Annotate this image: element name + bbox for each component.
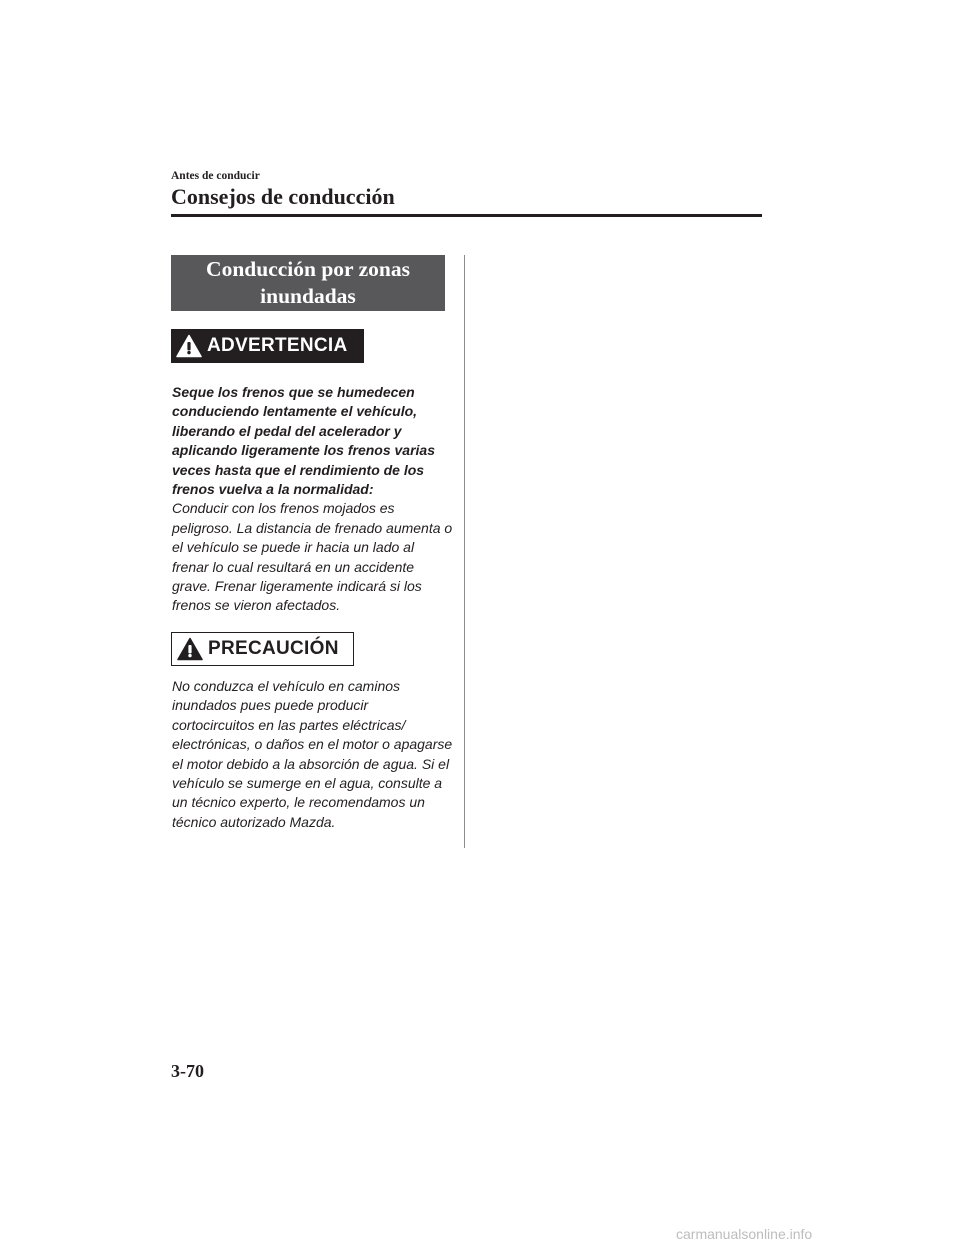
warning-body: Conducir con los frenos mojados es peligroso. La distancia de frenado aumenta o el vehículo se puede ir hacia un lado al frenar lo cual resultará en un accidente grave. Frenar ligeramente indicará si los frenos se vieron afectados. (172, 500, 453, 614)
caution-label-text: PRECAUCIÓN (208, 638, 339, 659)
caution-body: No conduzca el vehículo en caminos inundados pues puede producir cortocircuitos en las partes eléctricas/ electrónicas, o daños en el motor o apagarse el motor debido a la absorción de agua. Si el vehículo se sumerge en el agua, consulte a un técnico experto, le recomendamos un técnico autorizado Mazda. (172, 678, 453, 830)
section-title-banner (171, 255, 445, 311)
warning-label (171, 329, 364, 363)
page-section-title: Consejos de conducción (171, 184, 395, 209)
page-number: 3-70 (171, 1061, 204, 1081)
column-divider (464, 255, 465, 848)
header-divider (171, 214, 762, 217)
section-title: Conducción por zonas inundadas (206, 257, 410, 308)
watermark: carmanualsonline.info (676, 1226, 813, 1242)
warning-label-text: ADVERTENCIA (207, 335, 348, 356)
warning-text (172, 383, 454, 616)
warning-heading: Seque los frenos que se humedecen conduciendo lentamente el vehículo, liberando el pedal del acelerador y aplicando ligeramente los frenos varias veces hasta que el rendimiento de los frenos vuelva a la normalidad: (172, 384, 435, 498)
warning-triangle-icon (177, 637, 203, 661)
caution-label (171, 632, 354, 666)
warning-triangle-icon (176, 334, 202, 358)
chapter-label: Antes de conducir (171, 170, 260, 182)
